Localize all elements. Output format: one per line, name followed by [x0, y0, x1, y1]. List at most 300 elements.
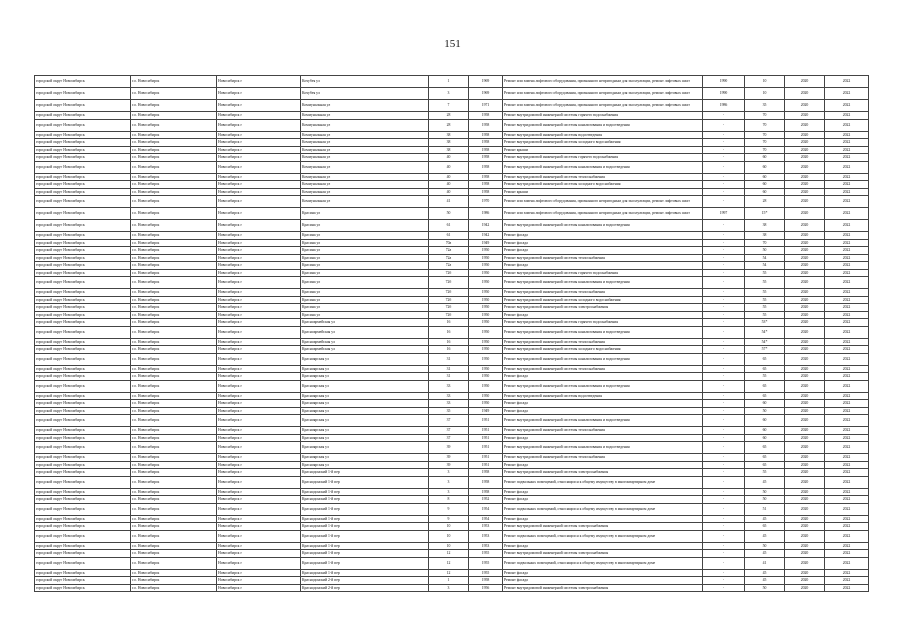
- street-cell: Коммунальная ул: [301, 154, 429, 162]
- build-year-cell: 1951: [469, 442, 503, 454]
- municipality-cell: городской округ Новосибирск: [35, 220, 131, 232]
- build-year-cell: 1956: [469, 584, 503, 592]
- plan-start-year-cell: 2020: [785, 365, 825, 373]
- street-cell: Красноярская ул: [301, 427, 429, 435]
- work-type-cell: Ремонт крыши: [503, 188, 703, 196]
- house-number-cell: 31: [429, 353, 469, 365]
- wear-percent-cell: 53*: [745, 319, 785, 327]
- municipality-cell: городской округ Новосибирск: [35, 577, 131, 585]
- district-cell: г.о. Новосибирск: [131, 530, 217, 542]
- lift-year-cell: -: [703, 380, 745, 392]
- build-year-cell: 1950: [469, 392, 503, 400]
- settlement-cell: Новосибирск г: [217, 542, 301, 550]
- settlement-cell: Новосибирск г: [217, 289, 301, 297]
- house-number-cell: 70а: [429, 239, 469, 247]
- house-number-cell: 50: [429, 208, 469, 220]
- table-row: [35, 173, 869, 181]
- settlement-cell: Новосибирск г: [217, 139, 301, 147]
- work-type-cell: Ремонт внутридомовой инженерной системы электроснабжения: [503, 469, 703, 477]
- district-cell: г.о. Новосибирск: [131, 88, 217, 100]
- work-type-cell: Ремонт внутридомовой инженерной системы электроснабжения: [503, 584, 703, 592]
- plan-start-year-cell: 2020: [785, 496, 825, 504]
- house-number-cell: 72а: [429, 262, 469, 270]
- wear-percent-cell: 50: [745, 542, 785, 550]
- build-year-cell: 1950: [469, 247, 503, 255]
- table-row: [35, 220, 869, 232]
- plan-start-year-cell: 2020: [785, 542, 825, 550]
- lift-year-cell: -: [703, 277, 745, 289]
- plan-start-year-cell: 2020: [785, 262, 825, 270]
- plan-start-year-cell: 2020: [785, 557, 825, 569]
- wear-percent-cell: 60: [745, 400, 785, 408]
- build-year-cell: 1958: [469, 577, 503, 585]
- house-number-cell: 31: [429, 365, 469, 373]
- settlement-cell: Новосибирск г: [217, 454, 301, 462]
- district-cell: г.о. Новосибирск: [131, 161, 217, 173]
- table-row: [35, 488, 869, 496]
- settlement-cell: Новосибирск г: [217, 146, 301, 154]
- street-cell: Коммунальная ул: [301, 161, 429, 173]
- district-cell: г.о. Новосибирск: [131, 131, 217, 139]
- build-year-cell: 1942: [469, 232, 503, 240]
- district-cell: г.о. Новосибирск: [131, 577, 217, 585]
- district-cell: г.о. Новосибирск: [131, 461, 217, 469]
- lift-year-cell: -: [703, 503, 745, 515]
- build-year-cell: 1958: [469, 488, 503, 496]
- work-type-cell: Ремонт подвальных помещений, относящихся к общему имуществу в многоквартирном доме: [503, 557, 703, 569]
- build-year-cell: 1970: [469, 196, 503, 208]
- lift-year-cell: -: [703, 232, 745, 240]
- lift-year-cell: -: [703, 557, 745, 569]
- house-number-cell: 3: [429, 469, 469, 477]
- street-cell: Коммунальная ул: [301, 146, 429, 154]
- house-number-cell: 37: [429, 427, 469, 435]
- build-year-cell: 1950: [469, 353, 503, 365]
- house-number-cell: 7: [429, 100, 469, 112]
- settlement-cell: Новосибирск г: [217, 277, 301, 289]
- municipality-cell: городской округ Новосибирск: [35, 304, 131, 312]
- plan-start-year-cell: 2020: [785, 119, 825, 131]
- work-type-cell: Ремонт фасада: [503, 407, 703, 415]
- settlement-cell: Новосибирск г: [217, 550, 301, 558]
- work-type-cell: Ремонт внутридомовой инженерной системы канализования и водоотведения: [503, 326, 703, 338]
- settlement-cell: Новосибирск г: [217, 269, 301, 277]
- street-cell: Коммунальная ул: [301, 196, 429, 208]
- lift-year-cell: 1997: [703, 208, 745, 220]
- table-row: [35, 289, 869, 297]
- district-cell: г.о. Новосибирск: [131, 196, 217, 208]
- street-cell: Краснодонский 2-й пер: [301, 577, 429, 585]
- wear-percent-cell: 50: [745, 247, 785, 255]
- street-cell: Коммунальная ул: [301, 100, 429, 112]
- build-year-cell: 1955: [469, 557, 503, 569]
- wear-percent-cell: 60: [745, 427, 785, 435]
- plan-end-year-cell: 2022: [825, 577, 869, 585]
- build-year-cell: 1953: [469, 542, 503, 550]
- plan-end-year-cell: 2022: [825, 247, 869, 255]
- district-cell: г.о. Новосибирск: [131, 112, 217, 120]
- build-year-cell: 1951: [469, 454, 503, 462]
- table-row: [35, 454, 869, 462]
- house-number-cell: 72б: [429, 277, 469, 289]
- plan-start-year-cell: 2020: [785, 469, 825, 477]
- table-row: [35, 442, 869, 454]
- wear-percent-cell: 65: [745, 392, 785, 400]
- table-row: [35, 400, 869, 408]
- house-number-cell: 16: [429, 338, 469, 346]
- district-cell: г.о. Новосибирск: [131, 427, 217, 435]
- wear-percent-cell: 38: [745, 220, 785, 232]
- table-row: [35, 100, 869, 112]
- street-cell: Коммунальная ул: [301, 173, 429, 181]
- table-row: [35, 434, 869, 442]
- settlement-cell: Новосибирск г: [217, 469, 301, 477]
- house-number-cell: 72а: [429, 254, 469, 262]
- plan-start-year-cell: 2020: [785, 139, 825, 147]
- work-type-cell: Ремонт внутридомовой инженерной системы водоотведения: [503, 392, 703, 400]
- lift-year-cell: -: [703, 365, 745, 373]
- table-row: [35, 476, 869, 488]
- table-row: [35, 254, 869, 262]
- table-row: [35, 353, 869, 365]
- settlement-cell: Новосибирск г: [217, 296, 301, 304]
- work-type-cell: Ремонт внутридомовой инженерной системы канализования и водоотведения: [503, 119, 703, 131]
- work-type-cell: Ремонт подвальных помещений, относящихся к общему имуществу в многоквартирном доме: [503, 476, 703, 488]
- build-year-cell: 1958: [469, 146, 503, 154]
- municipality-cell: городской округ Новосибирск: [35, 461, 131, 469]
- wear-percent-cell: 45: [745, 476, 785, 488]
- table-row: [35, 112, 869, 120]
- wear-percent-cell: 60: [745, 415, 785, 427]
- house-number-cell: 3: [429, 476, 469, 488]
- settlement-cell: Новосибирск г: [217, 247, 301, 255]
- house-number-cell: 39: [429, 454, 469, 462]
- table-row: [35, 338, 869, 346]
- plan-start-year-cell: 2020: [785, 88, 825, 100]
- plan-start-year-cell: 2020: [785, 188, 825, 196]
- district-cell: г.о. Новосибирск: [131, 392, 217, 400]
- plan-end-year-cell: 2022: [825, 353, 869, 365]
- district-cell: г.о. Новосибирск: [131, 550, 217, 558]
- street-cell: Красноярская ул: [301, 442, 429, 454]
- page-number: 151: [444, 38, 461, 50]
- build-year-cell: 1954: [469, 515, 503, 523]
- street-cell: Краснодонский 1-й пер: [301, 503, 429, 515]
- table-row: [35, 304, 869, 312]
- settlement-cell: Новосибирск г: [217, 557, 301, 569]
- build-year-cell: 1954: [469, 503, 503, 515]
- plan-end-year-cell: 2022: [825, 196, 869, 208]
- house-number-cell: 38: [429, 131, 469, 139]
- lift-year-cell: -: [703, 515, 745, 523]
- lift-year-cell: -: [703, 239, 745, 247]
- plan-end-year-cell: 2022: [825, 188, 869, 196]
- wear-percent-cell: 54*: [745, 338, 785, 346]
- plan-end-year-cell: 2022: [825, 503, 869, 515]
- plan-end-year-cell: 2022: [825, 557, 869, 569]
- municipality-cell: городской округ Новосибирск: [35, 488, 131, 496]
- work-type-cell: Ремонт или замена лифтового оборудования, признанного непригодным для эксплуатации, ремонт лифтовых шахт: [503, 196, 703, 208]
- plan-start-year-cell: 2020: [785, 247, 825, 255]
- district-cell: г.о. Новосибирск: [131, 239, 217, 247]
- plan-start-year-cell: 2020: [785, 392, 825, 400]
- lift-year-cell: -: [703, 262, 745, 270]
- build-year-cell: 1950: [469, 319, 503, 327]
- settlement-cell: Новосибирск г: [217, 392, 301, 400]
- work-type-cell: Ремонт внутридомовой инженерной системы канализования и водоотведения: [503, 353, 703, 365]
- wear-percent-cell: 10: [745, 88, 785, 100]
- plan-start-year-cell: 2020: [785, 346, 825, 354]
- wear-percent-cell: 55: [745, 469, 785, 477]
- street-cell: Красина ул: [301, 262, 429, 270]
- plan-start-year-cell: 2020: [785, 503, 825, 515]
- settlement-cell: Новосибирск г: [217, 161, 301, 173]
- street-cell: Краснодонский 1-й пер: [301, 523, 429, 531]
- house-number-cell: 16: [429, 346, 469, 354]
- build-year-cell: 1950: [469, 326, 503, 338]
- street-cell: Красноармейская ул: [301, 326, 429, 338]
- table-row: [35, 373, 869, 381]
- wear-percent-cell: 70: [745, 119, 785, 131]
- settlement-cell: Новосибирск г: [217, 488, 301, 496]
- municipality-cell: городской округ Новосибирск: [35, 247, 131, 255]
- table-row: [35, 557, 869, 569]
- lift-year-cell: -: [703, 442, 745, 454]
- plan-end-year-cell: 2022: [825, 100, 869, 112]
- municipality-cell: городской округ Новосибирск: [35, 196, 131, 208]
- wear-percent-cell: 28: [745, 196, 785, 208]
- wear-percent-cell: 70: [745, 112, 785, 120]
- lift-year-cell: -: [703, 161, 745, 173]
- wear-percent-cell: 55: [745, 373, 785, 381]
- plan-start-year-cell: 2020: [785, 289, 825, 297]
- table-row: [35, 232, 869, 240]
- build-year-cell: 1942: [469, 220, 503, 232]
- plan-end-year-cell: 2022: [825, 476, 869, 488]
- street-cell: Красина ул: [301, 269, 429, 277]
- wear-percent-cell: 15*: [745, 208, 785, 220]
- district-cell: г.о. Новосибирск: [131, 262, 217, 270]
- street-cell: Красноармейская ул: [301, 338, 429, 346]
- build-year-cell: 1950: [469, 373, 503, 381]
- plan-start-year-cell: 2020: [785, 530, 825, 542]
- district-cell: г.о. Новосибирск: [131, 188, 217, 196]
- plan-start-year-cell: 2020: [785, 220, 825, 232]
- table-row: [35, 262, 869, 270]
- plan-start-year-cell: 2020: [785, 454, 825, 462]
- settlement-cell: Новосибирск г: [217, 196, 301, 208]
- lift-year-cell: -: [703, 577, 745, 585]
- lift-year-cell: -: [703, 289, 745, 297]
- plan-start-year-cell: 2020: [785, 269, 825, 277]
- settlement-cell: Новосибирск г: [217, 373, 301, 381]
- house-number-cell: 72а: [429, 247, 469, 255]
- plan-end-year-cell: 2022: [825, 88, 869, 100]
- house-number-cell: 40: [429, 188, 469, 196]
- build-year-cell: 1958: [469, 131, 503, 139]
- street-cell: Красноярская ул: [301, 373, 429, 381]
- district-cell: г.о. Новосибирск: [131, 496, 217, 504]
- build-year-cell: 1950: [469, 365, 503, 373]
- lift-year-cell: -: [703, 353, 745, 365]
- settlement-cell: Новосибирск г: [217, 131, 301, 139]
- table-row: [35, 181, 869, 189]
- settlement-cell: Новосибирск г: [217, 496, 301, 504]
- build-year-cell: 1958: [469, 161, 503, 173]
- table-row: [35, 76, 869, 88]
- municipality-cell: городской округ Новосибирск: [35, 407, 131, 415]
- lift-year-cell: -: [703, 326, 745, 338]
- work-type-cell: Ремонт крыши: [503, 146, 703, 154]
- house-number-cell: 39: [429, 461, 469, 469]
- plan-end-year-cell: 2022: [825, 326, 869, 338]
- work-type-cell: Ремонт внутридомовой инженерной системы горячего водоснабжения: [503, 269, 703, 277]
- wear-percent-cell: 65: [745, 454, 785, 462]
- plan-start-year-cell: 2020: [785, 373, 825, 381]
- district-cell: г.о. Новосибирск: [131, 289, 217, 297]
- lift-year-cell: -: [703, 188, 745, 196]
- wear-percent-cell: 60: [745, 173, 785, 181]
- settlement-cell: Новосибирск г: [217, 181, 301, 189]
- lift-year-cell: -: [703, 542, 745, 550]
- district-cell: г.о. Новосибирск: [131, 469, 217, 477]
- table-row: [35, 523, 869, 531]
- house-number-cell: 41: [429, 196, 469, 208]
- work-type-cell: Ремонт внутридомовой инженерной системы электроснабжения: [503, 550, 703, 558]
- district-cell: г.о. Новосибирск: [131, 100, 217, 112]
- wear-percent-cell: 10: [745, 76, 785, 88]
- municipality-cell: городской округ Новосибирск: [35, 161, 131, 173]
- settlement-cell: Новосибирск г: [217, 407, 301, 415]
- work-type-cell: Ремонт фасада: [503, 542, 703, 550]
- district-cell: г.о. Новосибирск: [131, 119, 217, 131]
- house-number-cell: 1: [429, 76, 469, 88]
- work-type-cell: Ремонт внутридомовой инженерной системы теплоснабжения: [503, 173, 703, 181]
- house-number-cell: 39: [429, 442, 469, 454]
- municipality-cell: городской округ Новосибирск: [35, 503, 131, 515]
- plan-start-year-cell: 2020: [785, 326, 825, 338]
- house-number-cell: 16: [429, 319, 469, 327]
- plan-end-year-cell: 2022: [825, 496, 869, 504]
- work-type-cell: Ремонт подвальных помещений, относящихся к общему имуществу в многоквартирном доме: [503, 503, 703, 515]
- municipality-cell: городской округ Новосибирск: [35, 139, 131, 147]
- municipality-cell: городской округ Новосибирск: [35, 76, 131, 88]
- work-type-cell: Ремонт внутридомовой инженерной системы холодного водоснабжения: [503, 346, 703, 354]
- street-cell: Краснодонский 1-й пер: [301, 469, 429, 477]
- capital-repair-table: [34, 75, 869, 592]
- plan-start-year-cell: 2020: [785, 434, 825, 442]
- lift-year-cell: -: [703, 173, 745, 181]
- municipality-cell: городской округ Новосибирск: [35, 557, 131, 569]
- lift-year-cell: -: [703, 569, 745, 577]
- municipality-cell: городской округ Новосибирск: [35, 542, 131, 550]
- street-cell: Красноярская ул: [301, 407, 429, 415]
- wear-percent-cell: 55: [745, 296, 785, 304]
- build-year-cell: 1986: [469, 208, 503, 220]
- municipality-cell: городской округ Новосибирск: [35, 131, 131, 139]
- wear-percent-cell: 65: [745, 523, 785, 531]
- table-row: [35, 247, 869, 255]
- district-cell: г.о. Новосибирск: [131, 269, 217, 277]
- build-year-cell: 1952: [469, 496, 503, 504]
- table-row: [35, 326, 869, 338]
- wear-percent-cell: 45: [745, 530, 785, 542]
- street-cell: Красина ул: [301, 239, 429, 247]
- settlement-cell: Новосибирск г: [217, 415, 301, 427]
- municipality-cell: городской округ Новосибирск: [35, 380, 131, 392]
- lift-year-cell: -: [703, 530, 745, 542]
- municipality-cell: городской округ Новосибирск: [35, 353, 131, 365]
- table-row: [35, 584, 869, 592]
- wear-percent-cell: 55: [745, 269, 785, 277]
- municipality-cell: городской округ Новосибирск: [35, 269, 131, 277]
- table-row: [35, 577, 869, 585]
- build-year-cell: 1951: [469, 434, 503, 442]
- wear-percent-cell: 65: [745, 365, 785, 373]
- plan-start-year-cell: 2020: [785, 254, 825, 262]
- wear-percent-cell: 54*: [745, 326, 785, 338]
- build-year-cell: 1950: [469, 277, 503, 289]
- wear-percent-cell: 65: [745, 442, 785, 454]
- street-cell: Кочубея ул: [301, 76, 429, 88]
- municipality-cell: городской округ Новосибирск: [35, 88, 131, 100]
- district-cell: г.о. Новосибирск: [131, 220, 217, 232]
- house-number-cell: 40: [429, 154, 469, 162]
- house-number-cell: 40: [429, 181, 469, 189]
- table-row: [35, 407, 869, 415]
- lift-year-cell: -: [703, 488, 745, 496]
- wear-percent-cell: 60: [745, 154, 785, 162]
- build-year-cell: 1953: [469, 530, 503, 542]
- work-type-cell: Ремонт внутридомовой инженерной системы холодного водоснабжения: [503, 181, 703, 189]
- table-row: [35, 530, 869, 542]
- plan-end-year-cell: 2022: [825, 269, 869, 277]
- district-cell: г.о. Новосибирск: [131, 346, 217, 354]
- district-cell: г.о. Новосибирск: [131, 476, 217, 488]
- district-cell: г.о. Новосибирск: [131, 515, 217, 523]
- plan-start-year-cell: 2020: [785, 407, 825, 415]
- settlement-cell: Новосибирск г: [217, 523, 301, 531]
- street-cell: Коммунальная ул: [301, 119, 429, 131]
- wear-percent-cell: 45: [745, 569, 785, 577]
- build-year-cell: 1950: [469, 269, 503, 277]
- plan-end-year-cell: 2022: [825, 146, 869, 154]
- build-year-cell: 1950: [469, 338, 503, 346]
- wear-percent-cell: 54: [745, 254, 785, 262]
- settlement-cell: Новосибирск г: [217, 154, 301, 162]
- municipality-cell: городской округ Новосибирск: [35, 515, 131, 523]
- table-row: [35, 154, 869, 162]
- wear-percent-cell: 60: [745, 434, 785, 442]
- wear-percent-cell: 55: [745, 289, 785, 297]
- build-year-cell: 1969: [469, 88, 503, 100]
- house-number-cell: 33: [429, 380, 469, 392]
- table-row: [35, 380, 869, 392]
- table-row: [35, 319, 869, 327]
- table-row: [35, 346, 869, 354]
- house-number-cell: 37: [429, 434, 469, 442]
- municipality-cell: городской округ Новосибирск: [35, 392, 131, 400]
- table-row: [35, 515, 869, 523]
- municipality-cell: городской округ Новосибирск: [35, 454, 131, 462]
- street-cell: Краснодонский 1-й пер: [301, 569, 429, 577]
- street-cell: Краснодонский 1-й пер: [301, 550, 429, 558]
- work-type-cell: Ремонт внутридомовой инженерной системы горячего водоснабжения: [503, 112, 703, 120]
- municipality-cell: городской округ Новосибирск: [35, 173, 131, 181]
- settlement-cell: Новосибирск г: [217, 76, 301, 88]
- build-year-cell: 1950: [469, 304, 503, 312]
- build-year-cell: 1955: [469, 550, 503, 558]
